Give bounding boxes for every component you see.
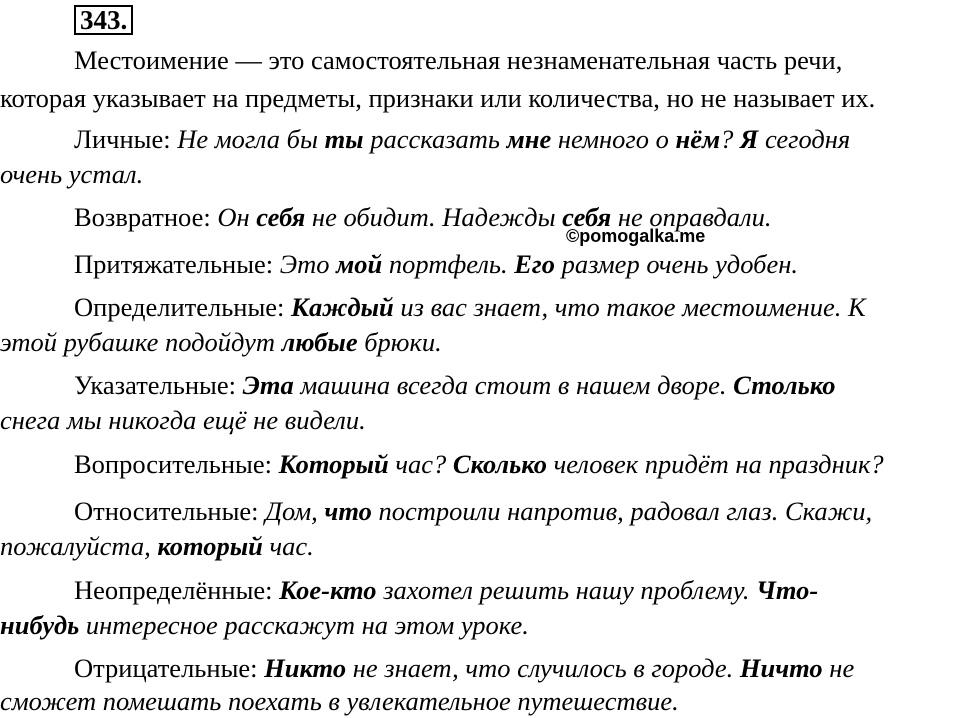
relative-line-1 bbox=[74, 496, 872, 526]
exercise-number: 343. bbox=[74, 5, 133, 35]
pronoun: Столько bbox=[733, 370, 836, 400]
section-label: Определительные: bbox=[74, 292, 285, 322]
demonstrative-line-1 bbox=[74, 370, 835, 400]
indefinite-line-2 bbox=[0, 610, 529, 640]
pronoun: Его bbox=[514, 249, 555, 279]
pronoun: что bbox=[324, 496, 372, 526]
definition-line-2: которая указывает на предметы, признаки или количества, но не называет их. bbox=[0, 83, 876, 113]
pronoun: Ничто bbox=[739, 653, 823, 683]
pronoun: Сколько bbox=[452, 449, 547, 479]
section-label: Отрицательные: bbox=[74, 653, 258, 683]
pronoun: который bbox=[157, 531, 263, 561]
example-text: час? bbox=[388, 449, 453, 479]
relative-line-2 bbox=[0, 531, 314, 561]
section-label: Вопросительные: bbox=[74, 449, 272, 479]
interrogative-line bbox=[74, 449, 884, 479]
definition-line-1: Местоимение — это самостоятельная незнаменательная часть речи, bbox=[74, 45, 843, 75]
section-label: Притяжательные: bbox=[74, 249, 274, 279]
example-text bbox=[236, 370, 243, 400]
pronoun: Никто bbox=[264, 653, 347, 683]
section-label: Неопределённые: bbox=[74, 575, 273, 605]
section-label: Возвратное: bbox=[74, 202, 211, 232]
example-text: портфель. bbox=[382, 249, 515, 279]
example-text: Это bbox=[273, 249, 337, 279]
example-text: из вас знает, что такое местоимение. К bbox=[393, 292, 866, 322]
example-text: Не могла бы bbox=[170, 124, 325, 154]
example-text: час. bbox=[262, 531, 314, 561]
example-text: не bbox=[822, 653, 855, 683]
example-text: Дом, bbox=[258, 496, 325, 526]
pronoun: мне bbox=[506, 124, 552, 154]
example-text bbox=[272, 449, 279, 479]
personal-line-2: очень устал. bbox=[0, 159, 144, 189]
determinative-line-1 bbox=[74, 292, 866, 322]
pronoun: Который bbox=[278, 449, 389, 479]
example-text: рассказать bbox=[363, 124, 507, 154]
example-text: брюки. bbox=[357, 327, 442, 357]
example-text: этой рубашке подойдут bbox=[0, 327, 282, 357]
section-label: Относительные: bbox=[74, 496, 259, 526]
pronoun: себя bbox=[562, 202, 612, 232]
pronoun: Я bbox=[740, 124, 759, 154]
example-text: не обидит. Надежды bbox=[305, 202, 563, 232]
example-text: немного о bbox=[551, 124, 676, 154]
negative-line-1 bbox=[74, 653, 854, 683]
example-text: человек придёт на праздник? bbox=[546, 449, 884, 479]
pronoun: любые bbox=[281, 327, 358, 357]
negative-line-2: сможет помешать поехать в увлекательное путешествие. bbox=[0, 686, 679, 716]
example-text: интересное расскажут на этом уроке. bbox=[79, 610, 529, 640]
pronoun: себя bbox=[256, 202, 306, 232]
possessive-line bbox=[74, 249, 798, 279]
example-text: не оправдали. bbox=[611, 202, 772, 232]
example-text: размер очень удобен. bbox=[554, 249, 798, 279]
personal-line-1 bbox=[74, 124, 850, 154]
section-label: Указательные: bbox=[74, 370, 236, 400]
pronoun: нибудь bbox=[0, 610, 80, 640]
example-text: машина всегда стоит в нашем дворе. bbox=[293, 370, 734, 400]
example-text: пожалуйста, bbox=[0, 531, 158, 561]
indefinite-line-1 bbox=[74, 575, 818, 605]
watermark: ©pomogalka.me bbox=[566, 226, 706, 246]
section-label: Личные: bbox=[74, 124, 171, 154]
demonstrative-line-2: снега мы никогда ещё не видели. bbox=[0, 405, 366, 435]
example-text: не знает, что случилось в городе. bbox=[346, 653, 740, 683]
pronoun: Кое-кто bbox=[279, 575, 377, 605]
pronoun: мой bbox=[336, 249, 383, 279]
pronoun: Каждый bbox=[291, 292, 394, 322]
example-text: Он bbox=[210, 202, 257, 232]
example-text: ? bbox=[720, 124, 741, 154]
pronoun: ты bbox=[324, 124, 364, 154]
example-text: захотел решить нашу проблему. bbox=[376, 575, 757, 605]
pronoun: Что- bbox=[756, 575, 819, 605]
determinative-line-2 bbox=[0, 327, 442, 357]
example-text: сегодня bbox=[758, 124, 851, 154]
pronoun: Эта bbox=[242, 370, 294, 400]
pronoun: нём bbox=[675, 124, 721, 154]
example-text: построили напротив, радовал глаз. Скажи, bbox=[371, 496, 873, 526]
